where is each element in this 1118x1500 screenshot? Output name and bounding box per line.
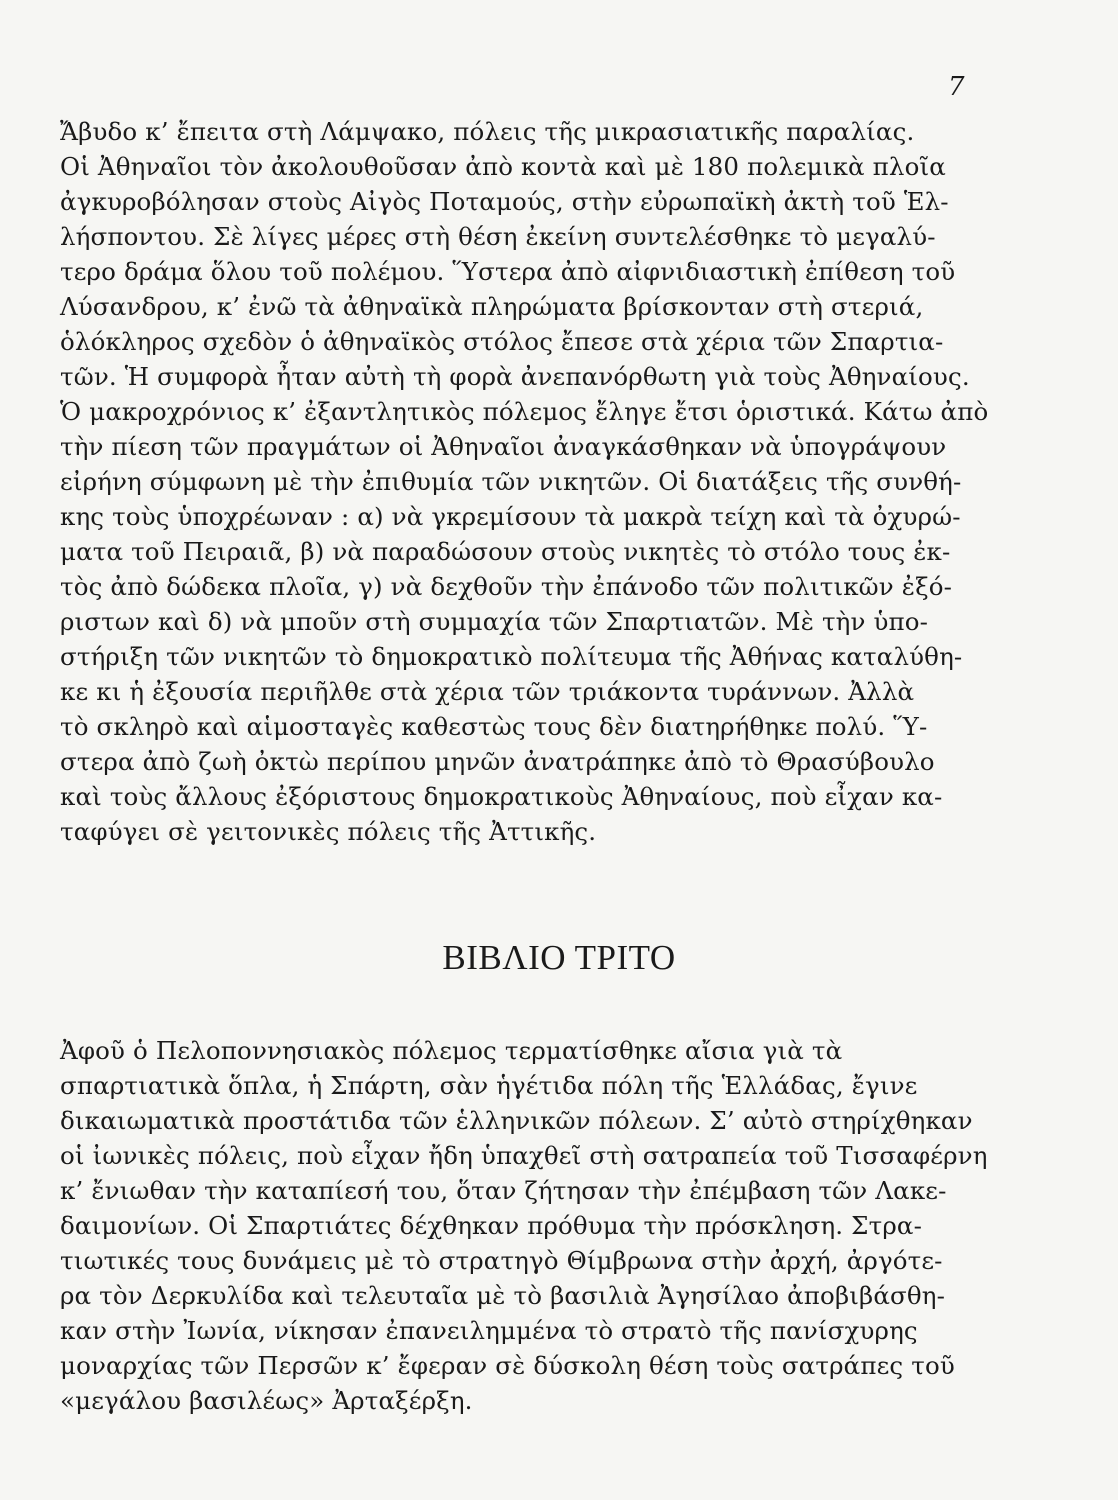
- text-line: μοναρχίας τῶν Περσῶν κ’ ἔφεραν σὲ δύσκολη θέση τοὺς σατράπες τοῦ: [60, 1351, 955, 1380]
- text-line: στερα ἀπὸ ζωὴ ὀκτὼ περίπου μηνῶν ἀνατράπηκε ἀπὸ τὸ Θρασύβουλο: [60, 747, 935, 776]
- text-line: σπαρτιατικὰ ὅπλα, ἡ Σπάρτη, σὰν ἡγέτιδα πόλη τῆς Ἑλλάδας, ἔγινε: [60, 1071, 918, 1100]
- text-line: ἀγκυροβόλησαν στοὺς Αἰγὸς Ποταμούς, στὴν εὐρωπαϊκὴ ἀκτὴ τοῦ Ἑλ-: [60, 187, 949, 216]
- text-line: δικαιωματικὰ προστάτιδα τῶν ἑλληνικῶν πόλεων. Σ’ αὐτὸ στηρίχθηκαν: [60, 1106, 973, 1135]
- text-line: καν στὴν Ἰωνία, νίκησαν ἐπανειλημμένα τὸ στρατὸ τῆς πανίσχυρης: [60, 1316, 918, 1345]
- text-line: στήριξη τῶν νικητῶν τὸ δημοκρατικὸ πολίτευμα τῆς Ἀθήνας καταλύθη-: [60, 642, 963, 671]
- text-line: τὸς ἀπὸ δώδεκα πλοῖα, γ) νὰ δεχθοῦν τὴν ἐπάνοδο τῶν πολιτικῶν ἐξό-: [60, 572, 953, 601]
- body-text-section-1: [60, 114, 1070, 849]
- text-line: κε κι ἡ ἐξουσία περιῆλθε στὰ χέρια τῶν τριάκοντα τυράννων. Ἀλλὰ: [60, 677, 915, 706]
- text-line: ταφύγει σὲ γειτονικὲς πόλεις τῆς Ἀττικῆς.: [60, 817, 597, 846]
- text-line: λήσποντου. Σὲ λίγες μέρες στὴ θέση ἐκείνη συντελέσθηκε τὸ μεγαλύ-: [60, 222, 936, 251]
- text-line: ριστων καὶ δ) νὰ μποῦν στὴ συμμαχία τῶν Σπαρτιατῶν. Μὲ τὴν ὑπο-: [60, 607, 929, 636]
- text-line: Λύσανδρου, κ’ ἐνῶ τὰ ἀθηναϊκὰ πληρώματα βρίσκονταν στὴ στεριά,: [60, 292, 924, 321]
- text-line: τὸ σκληρὸ καὶ αἱμοσταγὲς καθεστὼς τους δὲν διατηρήθηκε πολύ. Ὕ-: [60, 712, 928, 741]
- text-line: τερο δράμα ὅλου τοῦ πολέμου. Ὕστερα ἀπὸ αἰφνιδιαστικὴ ἐπίθεση τοῦ: [60, 257, 956, 286]
- text-line: ὁλόκληρος σχεδὸν ὁ ἀθηναϊκὸς στόλος ἔπεσε στὰ χέρια τῶν Σπαρτια-: [60, 327, 944, 356]
- text-line: τὴν πίεση τῶν πραγμάτων οἱ Ἀθηναῖοι ἀναγκάσθηκαν νὰ ὑπογράψουν: [60, 432, 947, 461]
- text-line: εἰρήνη σύμφωνη μὲ τὴν ἐπιθυμία τῶν νικητῶν. Οἱ διατάξεις τῆς συνθή-: [60, 467, 962, 496]
- text-line: τιωτικές τους δυνάμεις μὲ τὸ στρατηγὸ Θίμβρωνα στὴν ἀρχή, ἀργότε-: [60, 1246, 943, 1275]
- text-line: Ὁ μακροχρόνιος κ’ ἐξαντλητικὸς πόλεμος ἔληγε ἔτσι ὁριστικά. Κάτω ἀπὸ: [60, 397, 989, 426]
- text-line: καὶ τοὺς ἄλλους ἐξόριστους δημοκρατικοὺς Ἀθηναίους, ποὺ εἶχαν κα-: [60, 782, 943, 811]
- text-line: τῶν. Ἡ συμφορὰ ἦταν αὐτὴ τὴ φορὰ ἀνεπανόρθωτη γιὰ τοὺς Ἀθηναίους.: [60, 362, 970, 391]
- text-line: οἱ ἰωνικὲς πόλεις, ποὺ εἶχαν ἤδη ὑπαχθεῖ στὴ σατραπεία τοῦ Τισσαφέρνη: [60, 1141, 988, 1170]
- body-text-section-2: [60, 1033, 1070, 1418]
- text-line: κ’ ἔνιωθαν τὴν καταπίεσή του, ὅταν ζήτησαν τὴν ἐπέμβαση τῶν Λακε-: [60, 1176, 947, 1205]
- text-line: Οἱ Ἀθηναῖοι τὸν ἀκολουθοῦσαν ἀπὸ κοντὰ καὶ μὲ 180 πολεμικὰ πλοῖα: [60, 152, 946, 181]
- text-line: ματα τοῦ Πειραιᾶ, β) νὰ παραδώσουν στοὺς νικητὲς τὸ στόλο τους ἐκ-: [60, 537, 951, 566]
- text-line: δαιμονίων. Οἱ Σπαρτιάτες δέχθηκαν πρόθυμα τὴν πρόσκληση. Στρα-: [60, 1211, 923, 1240]
- text-line: κης τοὺς ὑποχρέωναν : α) νὰ γκρεμίσουν τὰ μακρὰ τείχη καὶ τὰ ὀχυρώ-: [60, 502, 961, 531]
- text-line: Ἄβυδο κ’ ἔπειτα στὴ Λάμψακο, πόλεις τῆς μικρασιατικῆς παραλίας.: [60, 117, 915, 146]
- text-line: ρα τὸν Δερκυλίδα καὶ τελευταῖα μὲ τὸ βασιλιὰ Ἀγησίλαο ἀποβιβάσθη-: [60, 1281, 946, 1310]
- chapter-title: ΒΙΒΛΙΟ ΤΡΙΤΟ: [442, 938, 676, 977]
- text-line: «μεγάλου βασιλέως» Ἀρταξέρξη.: [60, 1386, 473, 1415]
- page-number: 7: [948, 72, 965, 102]
- text-line: Ἀφοῦ ὁ Πελοποννησιακὸς πόλεμος τερματίσθηκε αἴσια γιὰ τὰ: [60, 1036, 843, 1065]
